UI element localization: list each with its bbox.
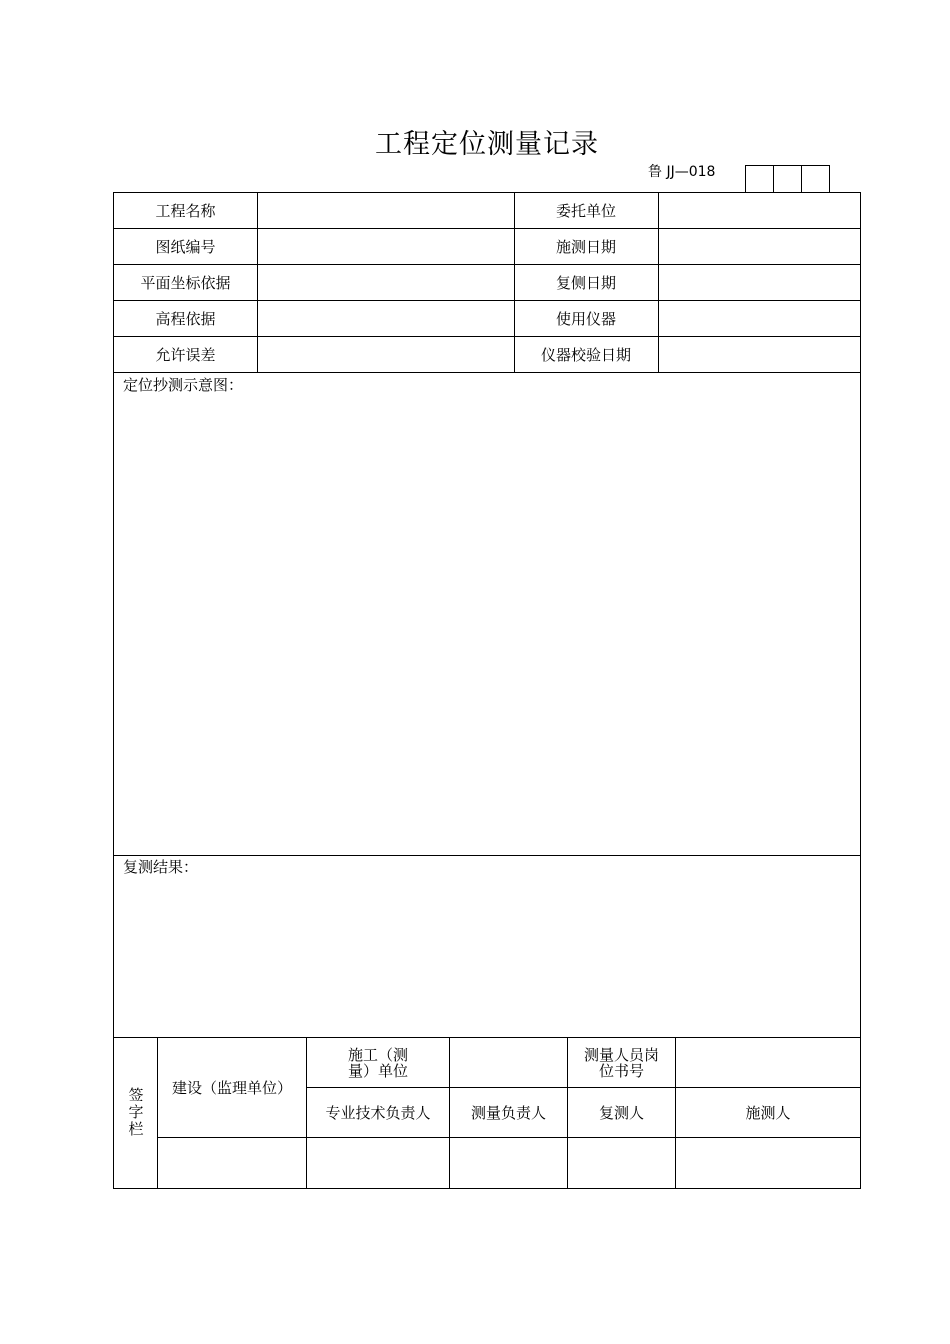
- label-recheck-date: 复侧日期: [555, 274, 616, 292]
- drawing-number-field[interactable]: [258, 230, 514, 264]
- client-unit-field[interactable]: [659, 194, 860, 228]
- rechecker-signature-field[interactable]: [568, 1138, 675, 1188]
- survey-lead-signature-field[interactable]: [450, 1138, 567, 1188]
- label-client-unit: 委托单位: [555, 202, 616, 220]
- code-box[interactable]: [746, 166, 774, 192]
- code-boxes: [745, 165, 830, 192]
- section-divider: [114, 855, 860, 856]
- role-surveyor: 施测人: [745, 1103, 791, 1122]
- label-drawing-number: 图纸编号: [155, 238, 216, 256]
- label-tolerance: 允许误差: [155, 346, 216, 364]
- label-survey-date: 施测日期: [555, 238, 616, 256]
- elevation-basis-field[interactable]: [258, 302, 514, 336]
- role-survey-lead: 测量负责人: [470, 1103, 546, 1122]
- record-form: [113, 192, 861, 1189]
- instrument-field[interactable]: [659, 302, 860, 336]
- role-technical-lead: 专业技术负责人: [325, 1103, 431, 1122]
- surveyor-signature-field[interactable]: [676, 1138, 860, 1188]
- project-name-field[interactable]: [258, 194, 514, 228]
- label-calibration-date: 仪器校验日期: [540, 346, 631, 364]
- label-instrument: 使用仪器: [555, 310, 616, 328]
- owner-signature-field[interactable]: [158, 1138, 306, 1188]
- role-rechecker: 复测人: [598, 1103, 644, 1122]
- label-plane-coordinate-basis: 平面坐标依据: [140, 274, 231, 292]
- construction-unit-field[interactable]: [450, 1038, 567, 1087]
- result-area[interactable]: [114, 875, 860, 1036]
- label-project-name: 工程名称: [155, 202, 216, 220]
- result-label: 复测结果：: [123, 858, 199, 876]
- diagram-area[interactable]: [114, 393, 860, 854]
- code-box[interactable]: [802, 166, 830, 192]
- recheck-date-field[interactable]: [659, 266, 860, 300]
- plane-coordinate-basis-field[interactable]: [258, 266, 514, 300]
- tolerance-field[interactable]: [258, 338, 514, 372]
- form-code: 鲁 JJ—018: [648, 164, 716, 180]
- label-elevation-basis: 高程依据: [155, 310, 216, 328]
- construction-unit-label: 施工（测量）单位: [347, 1045, 408, 1080]
- technical-lead-signature-field[interactable]: [307, 1138, 449, 1188]
- survey-date-field[interactable]: [659, 230, 860, 264]
- signature-section-label: 签字栏: [128, 1086, 144, 1138]
- certificate-number-field[interactable]: [676, 1038, 860, 1087]
- calibration-date-field[interactable]: [659, 338, 860, 372]
- code-box[interactable]: [774, 166, 802, 192]
- page-title: 工程定位测量记录: [375, 129, 599, 160]
- diagram-label: 定位抄测示意图：: [123, 376, 244, 394]
- owner-supervisor-label: 建设（监理单位）: [171, 1078, 292, 1097]
- certificate-number-label: 测量人员岗位书号: [583, 1045, 659, 1080]
